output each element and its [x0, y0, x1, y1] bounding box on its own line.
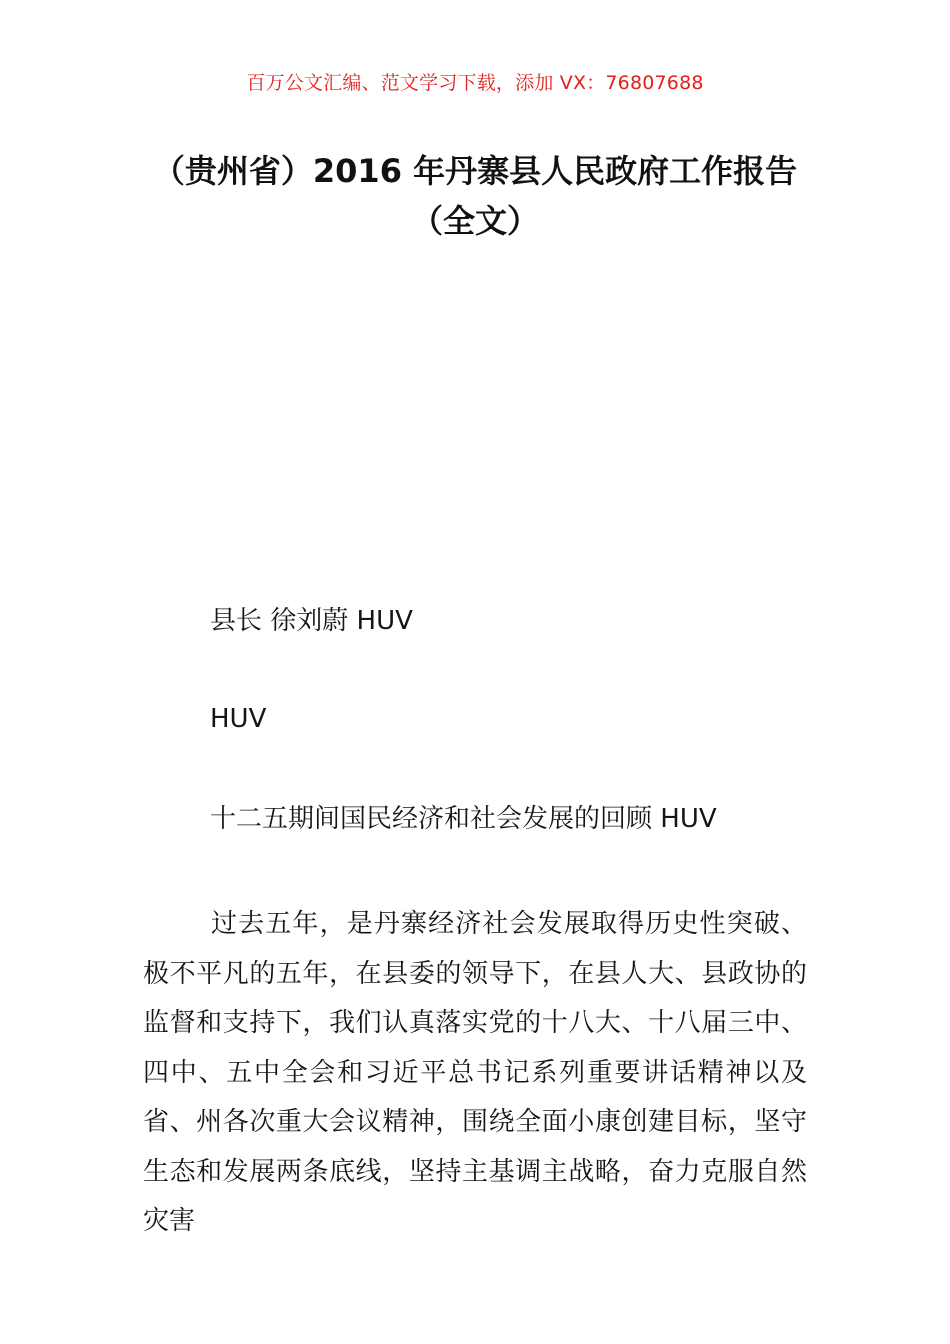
section-heading: 十二五期间国民经济和社会发展的回顾 HUV [210, 804, 717, 834]
author-line: 县长 徐刘蔚 HUV [210, 606, 413, 636]
header-note: 百万公文汇编、范文学习下载，添加 VX：76807688 [246, 72, 704, 94]
document-title: （贵州省）2016 年丹寨县人民政府工作报告（全文） [152, 152, 798, 240]
marker-line: HUV [210, 704, 267, 734]
body-paragraph: 过去五年，是丹寨经济社会发展取得历史性突破、极不平凡的五年，在县委的领导下，在县人大、县政协的监督和支持下，我们认真落实党的十八大、十八届三中、四中、五中全会和习近平总书记系列重要讲话精神以及省、州各次重大会议精神，围绕全面小康创建目标，坚守生态和发展两条底线，坚持主基调主战略，奋力克服自然灾害 [143, 909, 807, 1236]
body-text [143, 900, 807, 1247]
